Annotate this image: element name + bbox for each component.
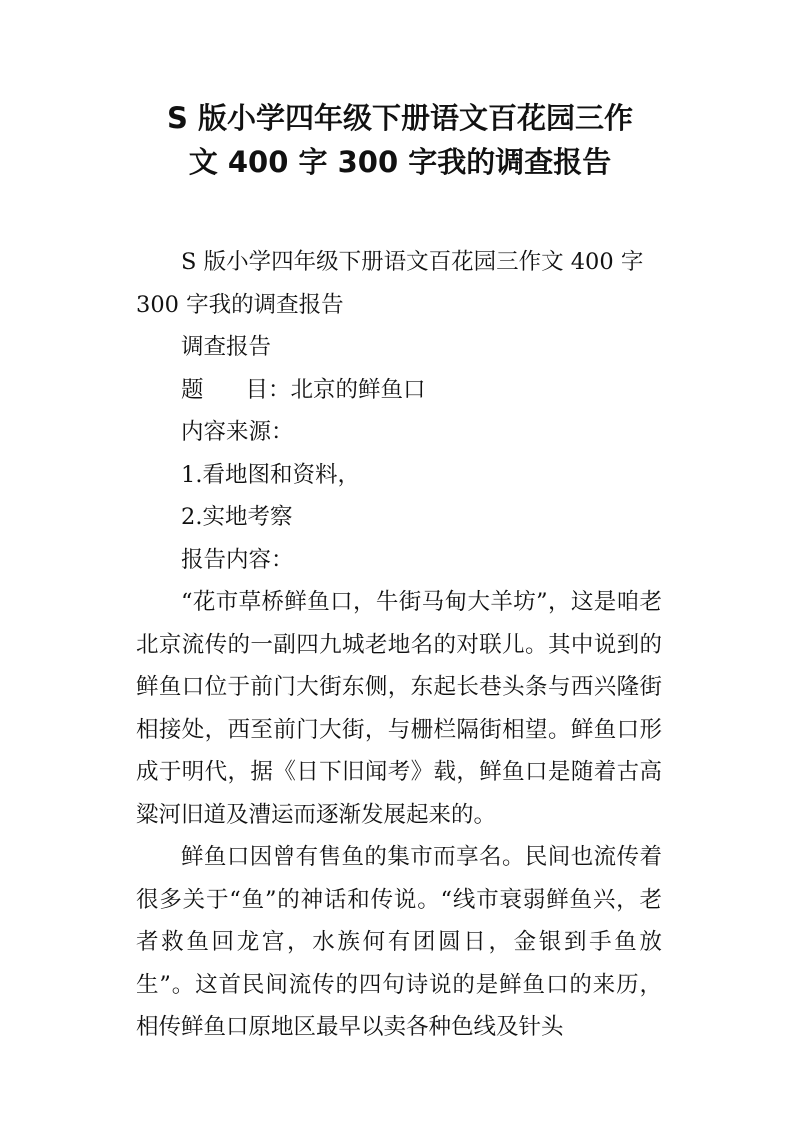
topic-label-1: 题	[181, 376, 204, 403]
source-item-1: 1.看地图和资料，	[181, 461, 360, 488]
title-line-2: 文 400 字 300 字我的调查报告	[188, 145, 612, 179]
content-label: 报告内容：	[181, 546, 294, 573]
source-label: 内容来源：	[181, 419, 294, 445]
subtitle-paragraph: S 版小学四年级下册语文百花园三作文 400 字 300 字我的调查报告	[136, 249, 644, 318]
topic-line	[136, 369, 662, 412]
document-title	[0, 96, 800, 184]
body-paragraph-1: “花市草桥鲜鱼口，牛街马甸大羊坊”，这是咱老北京流传的一副四九城老地名的对联儿。其中说到的鲜鱼口位于前门大街东侧，东起长巷头条与西兴隆街相接处，西至前门大街，与栅栏隔街相望。鲜鱼口形成于明代，据《日下旧闻考》载，鲜鱼口是随着古高粱河旧道及漕运而逐渐发展起来的。	[136, 589, 662, 828]
body-paragraph-2: 鲜鱼口因曾有售鱼的集市而享名。民间也流传着很多关于“鱼”的神话和传说。“线市衰弱鲜鱼兴，老者救鱼回龙宫，水族何有团圆日，金银到手鱼放生”。这首民间流传的四句诗说的是鲜鱼口的来历，相传鲜鱼口原地区最早以卖各种色线及针头	[136, 844, 662, 1040]
source-item-2: 2.实地考察	[181, 504, 293, 530]
topic-label-2: 目：北京的鲜鱼口	[245, 376, 426, 403]
document-body	[136, 241, 662, 1049]
title-line-1: S 版小学四年级下册语文百花园三作	[167, 101, 633, 135]
report-heading: 调查报告	[181, 334, 272, 360]
